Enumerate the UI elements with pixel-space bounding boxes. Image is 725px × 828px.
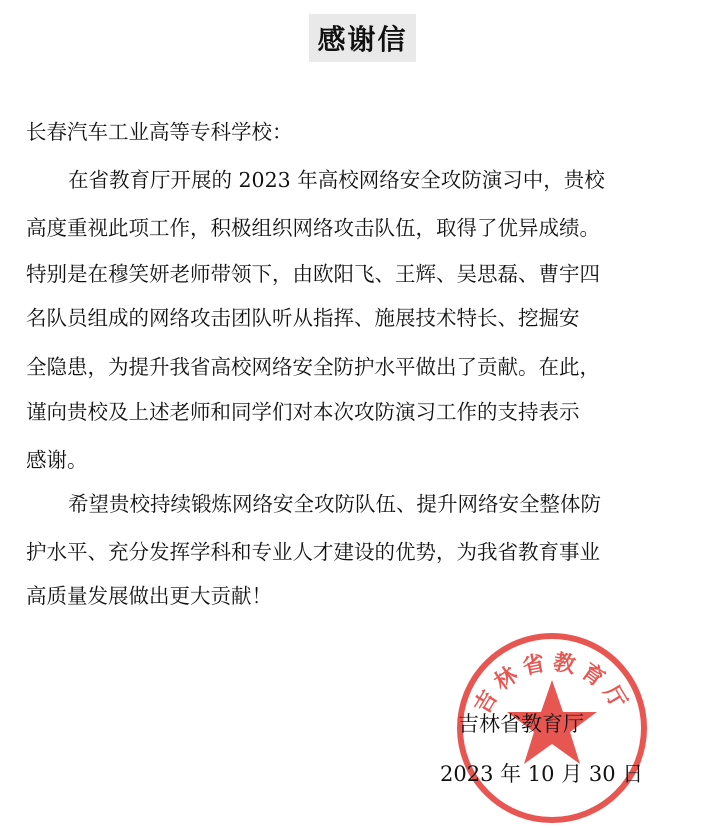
letter-title-text: 感谢信 [309,14,415,62]
body-line: 名队员组成的网络攻击团队听从指挥、施展技术特长、挖掘安 [26,306,580,330]
body-line: 感谢。 [26,448,88,472]
body-line: 在省教育厅开展的 2023 年高校网络安全攻防演习中，贵校 [68,168,605,192]
seal-arc-textpath: 吉林省教育厅 [469,648,635,719]
body-line: 护水平、充分发挥学科和专业人才建设的优势，为我省教育事业 [26,540,600,564]
body-line: 希望贵校持续锻炼网络安全攻防队伍、提升网络安全整体防 [68,492,601,516]
body-line: 谨向贵校及上述老师和同学们对本次攻防演习工作的支持表示 [26,400,580,424]
body-line: 全隐患，为提升我省高校网络安全防护水平做出了贡献。在此， [26,355,600,379]
recipient-line: 长春汽车工业高等专科学校： [26,120,293,144]
body-line: 高质量发展做出更大贡献！ [26,584,272,608]
letter-date: 2023 年 10 月 30 日 [440,762,644,786]
letter-title [0,14,725,62]
signer-name: 吉林省教育厅 [458,712,584,736]
body-line: 高度重视此项工作，积极组织网络攻击队伍，取得了优异成绩。 [26,216,600,240]
body-line: 特别是在穆笑妍老师带领下，由欧阳飞、王辉、吴思磊、曹宇四 [26,262,600,286]
